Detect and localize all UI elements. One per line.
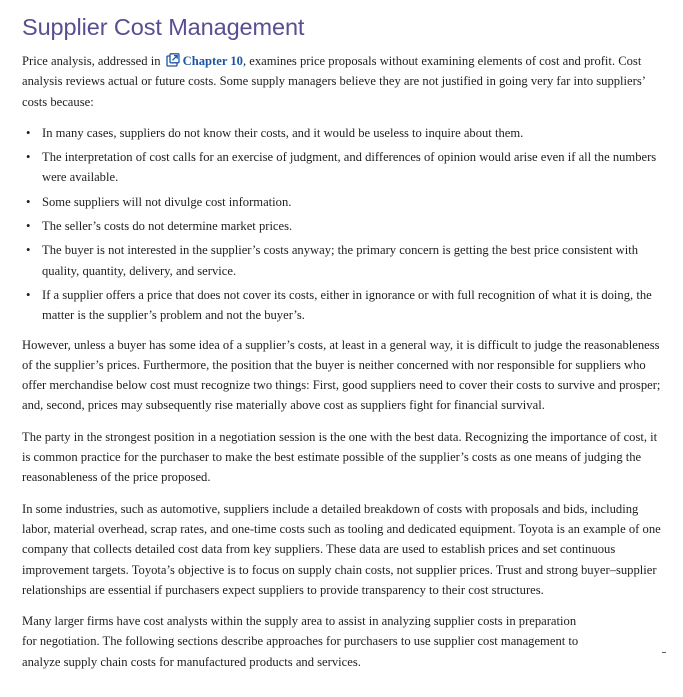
list-item: • If a supplier offers a price that does not cover its costs, either in ignorance or with full recognition of what it is doing, the matter is the supplier’s problem and not the buyer’s. [22, 285, 662, 326]
paragraph: However, unless a buyer has some idea of a supplier’s costs, at least in a general way, it is difficult to judge the reasonableness of the supplier’s prices. Furthermore, the position that the buyer is neither concerned with nor responsible for suppliers who offer merchandise below cost must recognize two things: First, good suppliers need to cover their costs to survive and prosper; and, second, prices may subsequently rise materially above cost as suppliers fight for financial survival. [22, 337, 661, 413]
intro-text-before-link: Price analysis, addressed in [22, 54, 164, 68]
external-link-icon [166, 53, 180, 67]
reasons-list [22, 123, 662, 326]
list-item: • The interpretation of cost calls for an exercise of judgment, and differences of opinion would arise even if all the numbers were available. [22, 147, 662, 188]
paragraph: Many larger firms have cost analysts within the supply area to assist in analyzing supplier costs in preparation for negotiation. The following sections describe approaches for purchasers to use supplier cost management to analyze supply chain costs for manufactured products and services. [22, 614, 579, 669]
section-title: Supplier Cost Management [22, 14, 305, 40]
paragraph: The party in the strongest position in a negotiation session is the one with the best data. Recognizing the importance of cost, it is common practice for the purchaser to make the best estimate possible of the supplier’s costs as one means of judging the reasonableness of the price proposed. [22, 429, 658, 485]
list-item: • Some suppliers will not divulge cost information. [22, 192, 662, 212]
chapter-link-label: Chapter 10 [182, 54, 243, 68]
list-item: • The seller’s costs do not determine market prices. [22, 216, 662, 236]
intro-text-after-link: , examines price proposals without examining elements of cost and profit. Cost analysis reviews actual or future costs. Some supply managers believe they are not justified in going very far into suppliers’ costs because: [22, 54, 645, 109]
section-body [22, 51, 662, 672]
list-item: • In many cases, suppliers do not know their costs, and it would be useless to inquire about them. [22, 123, 662, 143]
list-item: • The buyer is not interested in the supplier’s costs anyway; the primary concern is getting the best price consistent with quality, quantity, delivery, and service. [22, 240, 662, 281]
scroll-marker [662, 652, 666, 653]
chapter-link[interactable] [164, 54, 243, 68]
content-page [22, 12, 662, 683]
intro-paragraph [22, 51, 662, 112]
paragraph: In some industries, such as automotive, suppliers include a detailed breakdown of costs with proposals and bids, including labor, material overhead, scrap rates, and one-time costs such as tooling and dedicated equipment. Toyota is an example of one company that collects detailed cost data from key suppliers. These data are used to establish prices and set continuous improvement targets. Toyota’s objective is to focus on supply chain costs, not supplier prices. Trust and strong buyer–supplier relationships are essential if purchasers expect suppliers to provide transparency to their cost structures. [22, 501, 661, 597]
